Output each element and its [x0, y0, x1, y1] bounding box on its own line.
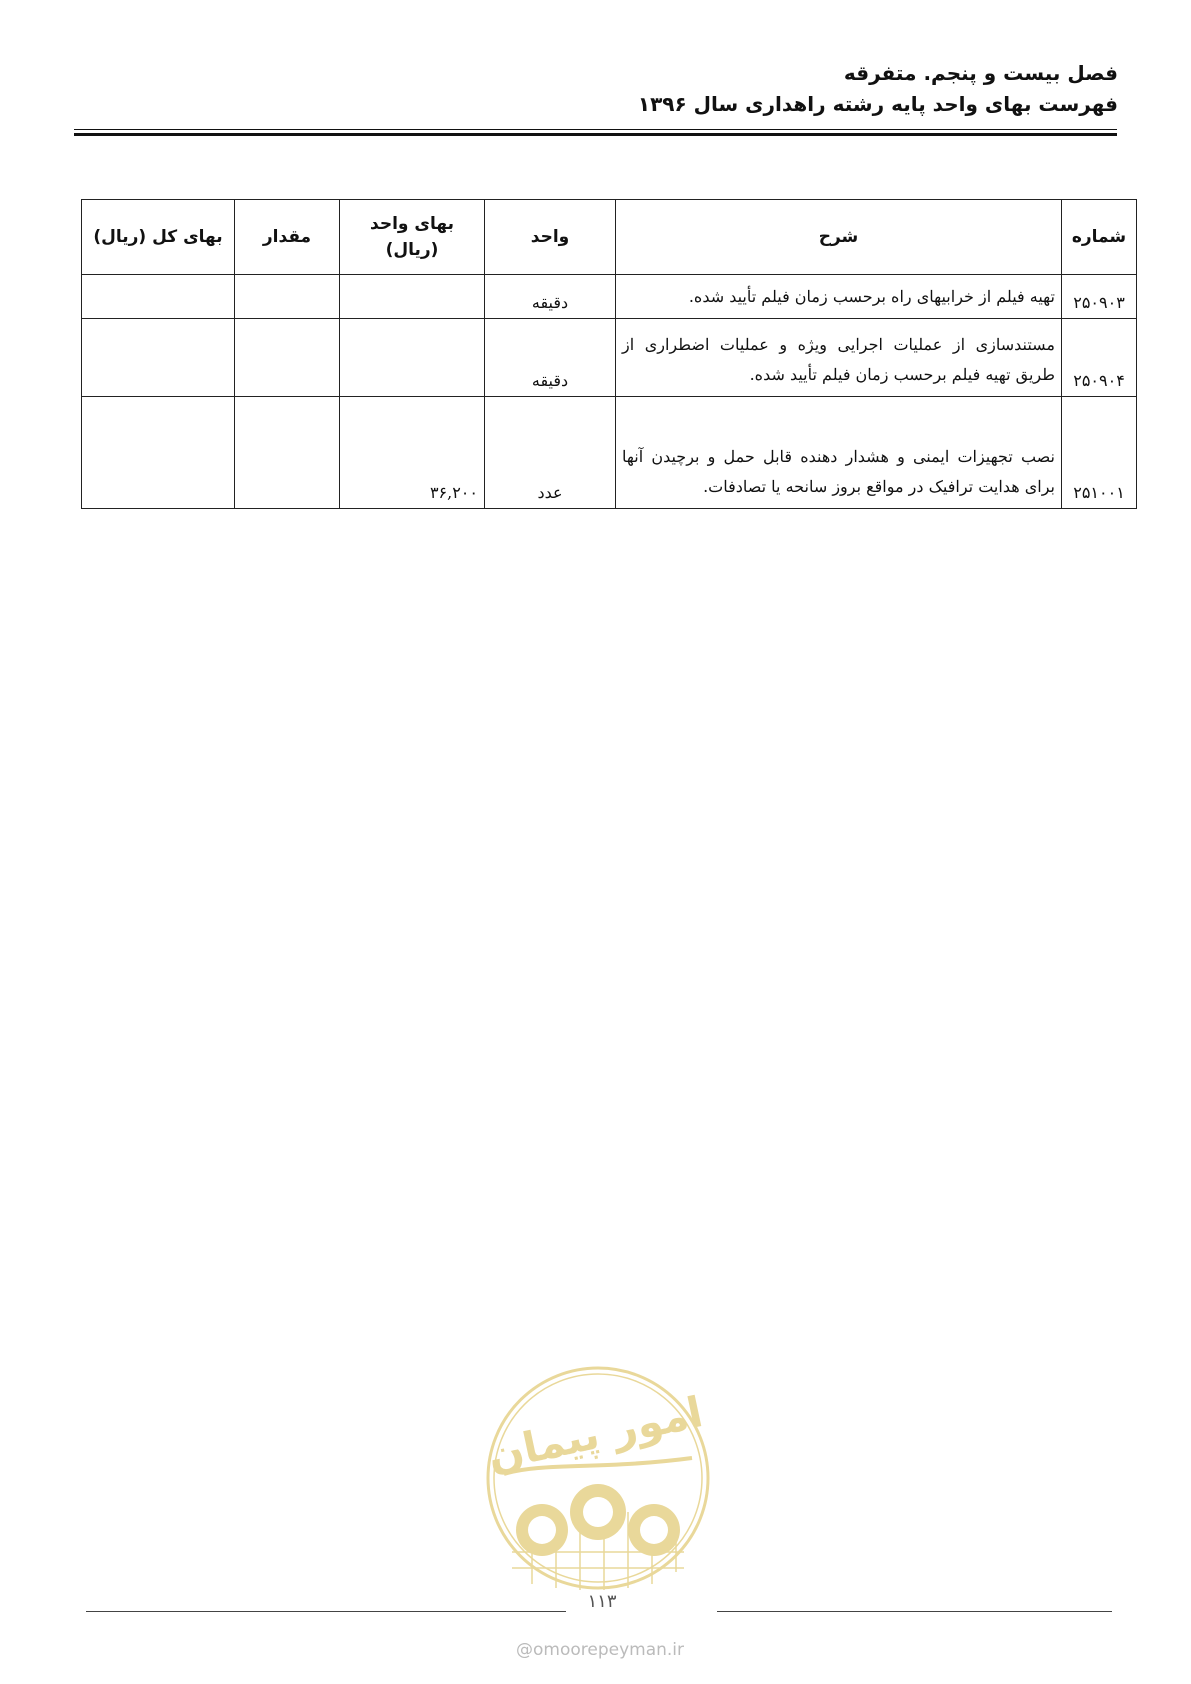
- price-list-table: [81, 199, 1137, 509]
- row-unit-price: [340, 319, 485, 397]
- table-header-row: [82, 200, 1137, 275]
- header-quantity: مقدار: [235, 200, 340, 275]
- header-rule-thin: [74, 129, 1117, 130]
- row-quantity: [235, 275, 340, 319]
- omoore-peyman-seal-logo: [482, 1362, 714, 1594]
- row-code: ۲۵۰۹۰۴: [1062, 319, 1137, 397]
- header-unit-price-currency: (ریال): [385, 240, 439, 260]
- row-unit: دقیقه: [485, 275, 616, 319]
- table-row: [82, 397, 1137, 509]
- header-unit-price: [340, 200, 485, 275]
- row-code: ۲۵۰۹۰۳: [1062, 275, 1137, 319]
- row-unit: دقیقه: [485, 319, 616, 397]
- row-quantity: [235, 319, 340, 397]
- document-title: فهرست بهای واحد پایه رشته راهداری سال ۱۳۹۶: [637, 92, 1118, 116]
- table-row: [82, 275, 1137, 319]
- row-total: [82, 319, 235, 397]
- row-unit-price: [340, 275, 485, 319]
- footer-rule-right: [717, 1611, 1112, 1612]
- row-total: [82, 275, 235, 319]
- row-quantity: [235, 397, 340, 509]
- header-code: شماره: [1062, 200, 1137, 275]
- row-total: [82, 397, 235, 509]
- header-unit: واحد: [485, 200, 616, 275]
- chapter-title: فصل بیست و پنجم. متفرقه: [843, 61, 1118, 85]
- row-unit-price: ۳۶,۲۰۰: [340, 397, 485, 509]
- page-header: [638, 58, 1118, 120]
- row-unit: عدد: [485, 397, 616, 509]
- header-total-price: بهای کل (ریال): [82, 200, 235, 275]
- header-rule-thick: [74, 133, 1117, 136]
- header-description: شرح: [616, 200, 1062, 275]
- footer-rule-left: [86, 1611, 566, 1612]
- row-description: مستندسازی از عملیات اجرایی ویژه و عملیات اضطراری از طریق تهیه فیلم برحسب زمان فیلم تأیید شده.: [616, 319, 1062, 397]
- seal-text: امور پیمان: [483, 1387, 707, 1481]
- row-code: ۲۵۱۰۰۱: [1062, 397, 1137, 509]
- table-row: [82, 319, 1137, 397]
- row-description: تهیه فیلم از خرابیهای راه برحسب زمان فیلم تأیید شده.: [616, 275, 1062, 319]
- watermark-url: @omoorepeyman.ir: [515, 1640, 685, 1660]
- page-number: ۱۱۳: [587, 1591, 617, 1612]
- header-unit-price-label: بهای واحد: [370, 214, 454, 234]
- row-description: نصب تجهیزات ایمنی و هشدار دهنده قابل حمل و برچیدن آنها برای هدایت ترافیک در مواقع بروز سانحه یا تصادفات.: [616, 397, 1062, 509]
